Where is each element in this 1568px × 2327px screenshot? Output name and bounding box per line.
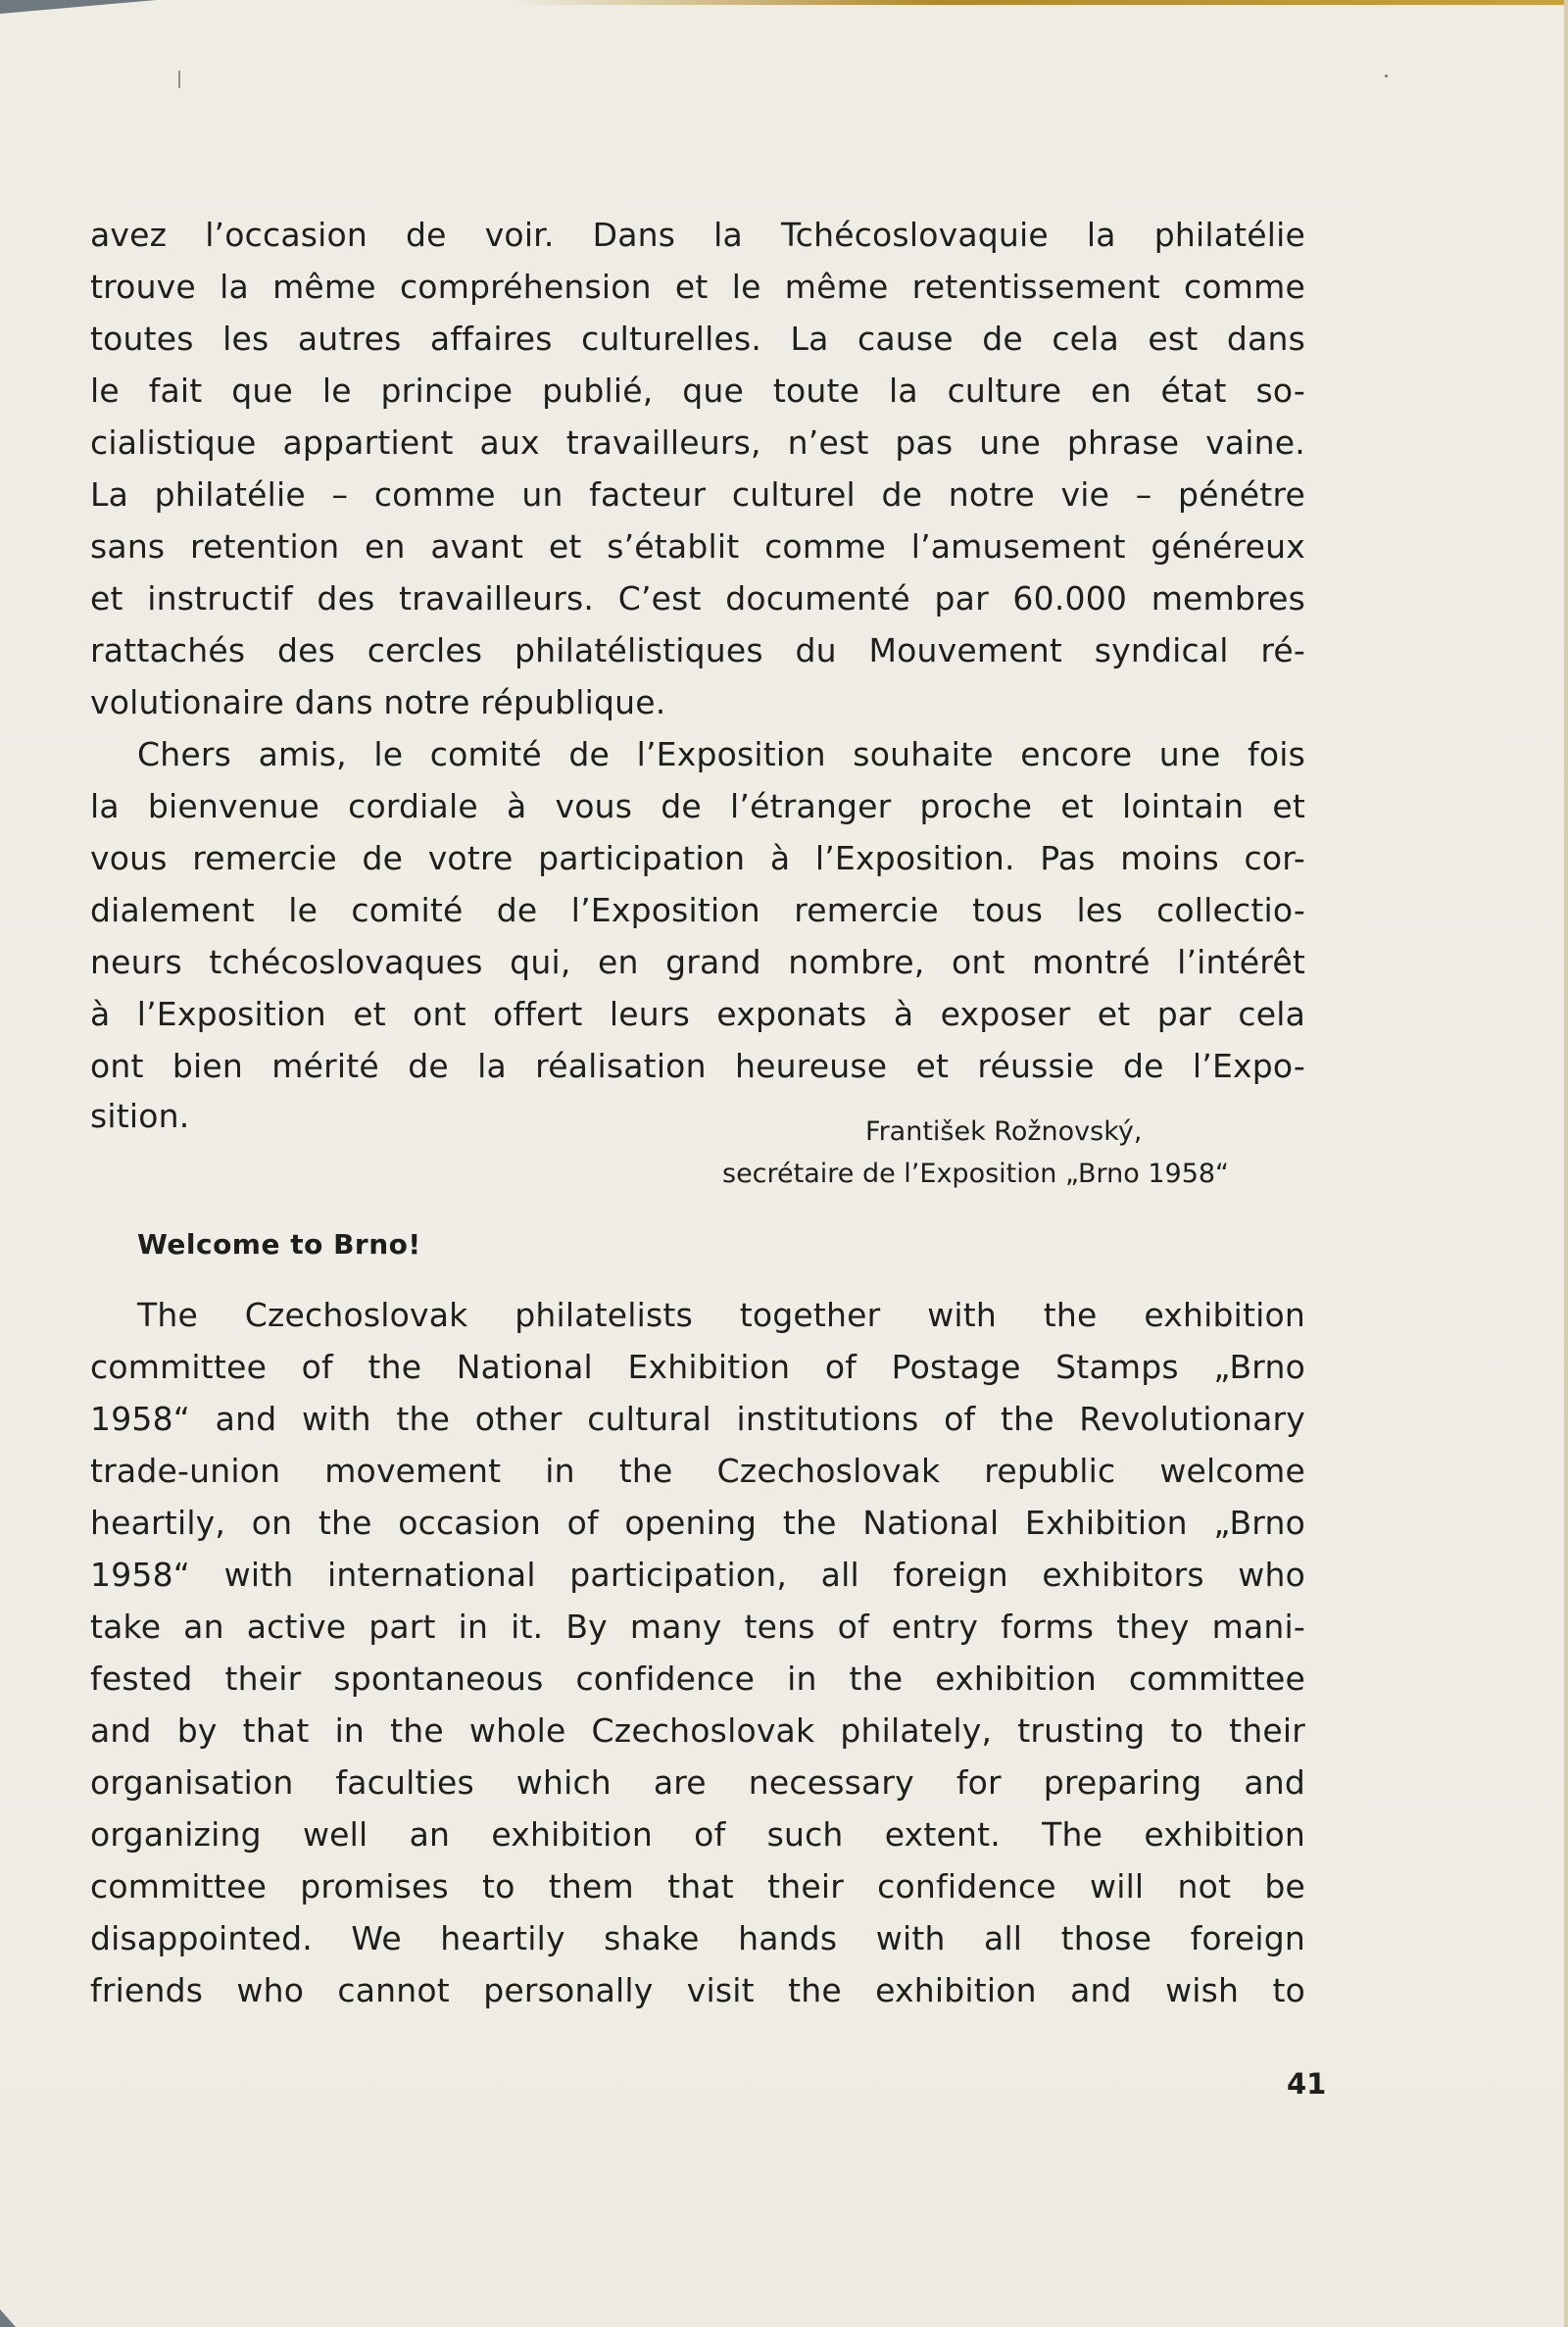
text-line: neurs tchécoslovaques qui, en grand nombre, ont montré l’intérêt <box>90 943 1305 981</box>
text-line: La philatélie – comme un facteur culturel de notre vie – pénétre <box>90 475 1305 514</box>
page-number: 41 <box>1287 2067 1327 2101</box>
signature-name: František Rožnovský, <box>865 1116 1143 1147</box>
page-top-edge <box>510 0 1568 5</box>
text-line: Chers amis, le comité de l’Exposition souhaite encore une fois <box>137 735 1305 773</box>
text-line: take an active part in it. By many tens of entry forms they mani- <box>90 1608 1305 1646</box>
text-line: and by that in the whole Czechoslovak philately, trusting to their <box>90 1711 1305 1750</box>
text-line: sition. <box>90 1097 190 1135</box>
text-line: dialement le comité de l’Exposition remercie tous les collectio- <box>90 891 1305 929</box>
text-line: committee of the National Exhibition of Postage Stamps „Brno <box>90 1348 1305 1386</box>
text-line: vous remercie de votre participation à l’Exposition. Pas moins cor- <box>90 839 1305 877</box>
text-line: 1958“ with international participation, all foreign exhibitors who <box>90 1556 1305 1594</box>
text-line: toutes les autres affaires culturelles. La cause de cela est dans <box>90 320 1305 358</box>
text-line: à l’Exposition et ont offert leurs exponats à exposer et par cela <box>90 995 1305 1033</box>
paper-speck <box>1385 74 1388 77</box>
text-line: 1958“ and with the other cultural institutions of the Revolutionary <box>90 1400 1305 1438</box>
text-line: cialistique appartient aux travailleurs, n’est pas une phrase vaine. <box>90 423 1305 462</box>
text-line: rattachés des cercles philatélistiques du Mouvement syndical ré- <box>90 631 1305 669</box>
text-line: The Czechoslovak philatelists together with the exhibition <box>137 1296 1305 1334</box>
text-line: heartily, on the occasion of opening the National Exhibition „Brno <box>90 1504 1305 1542</box>
paper-mark <box>178 71 180 88</box>
text-line: sans retention en avant et s’établit comme l’amusement généreux <box>90 527 1305 566</box>
text-line: et instructif des travailleurs. C’est documenté par 60.000 membres <box>90 579 1305 618</box>
signature-title: secrétaire de l’Exposition „Brno 1958“ <box>722 1159 1230 1189</box>
text-line: organisation faculties which are necessary for preparing and <box>90 1763 1305 1802</box>
page-corner-shadow <box>0 0 157 14</box>
page-right-edge <box>1564 0 1568 2327</box>
section-heading: Welcome to Brno! <box>137 1228 421 1261</box>
text-line: committee promises to them that their confidence will not be <box>90 1867 1305 1906</box>
text-line: fested their spontaneous confidence in the exhibition committee <box>90 1659 1305 1698</box>
text-line: le fait que le principe publié, que toute la culture en état so- <box>90 371 1305 410</box>
text-line: disappointed. We heartily shake hands with all those foreign <box>90 1919 1305 1957</box>
text-line: la bienvenue cordiale à vous de l’étranger proche et lointain et <box>90 787 1305 825</box>
text-line: organizing well an exhibition of such extent. The exhibition <box>90 1815 1305 1854</box>
text-line: trade-union movement in the Czechoslovak republic welcome <box>90 1452 1305 1490</box>
text-line: friends who cannot personally visit the exhibition and wish to <box>90 1971 1305 2009</box>
text-line: avez l’occasion de voir. Dans la Tchécoslovaquie la philatélie <box>90 216 1305 254</box>
page-corner-shadow-bottom <box>0 2309 16 2327</box>
text-line: ont bien mérité de la réalisation heureuse et réussie de l’Expo- <box>90 1047 1305 1085</box>
text-line: volutionaire dans notre république. <box>90 683 666 721</box>
text-line: trouve la même compréhension et le même retentissement comme <box>90 268 1305 306</box>
